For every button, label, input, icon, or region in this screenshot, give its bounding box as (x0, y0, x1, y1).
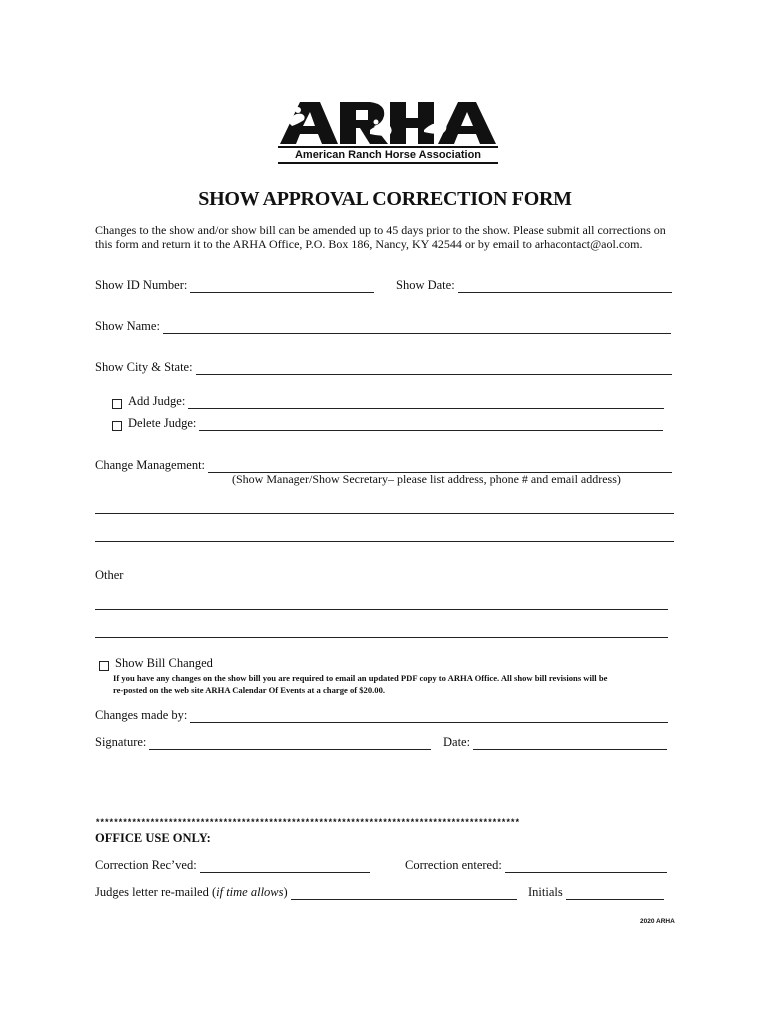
intro-paragraph: Changes to the show and/or show bill can be amended up to 45 days prior to the show. Please submit all corrections on this form and return it to the ARHA Office, P.O. Box 186, Nancy, KY 42544 or by email to arhacontact@aol.com. (95, 223, 666, 251)
show-date-label: Show Date: (396, 278, 455, 292)
add-judge-row (112, 394, 664, 409)
show-id-label: Show ID Number: (95, 278, 188, 292)
show-name-label: Show Name: (95, 319, 160, 333)
show-bill-changed-row (99, 656, 213, 671)
delete-judge-row (112, 416, 663, 431)
other-line-2[interactable] (95, 637, 668, 638)
show-name-row (95, 319, 671, 334)
judges-letter-suffix: ) (283, 885, 288, 899)
delete-judge-field[interactable] (199, 418, 663, 431)
show-bill-note-2: re-posted on the web site ARHA Calendar Of Events at a charge of $20.00. (113, 685, 386, 695)
date-label: Date: (443, 735, 471, 749)
delete-judge-label: Delete Judge: (128, 416, 197, 430)
show-name-field[interactable] (163, 321, 671, 334)
date-row (443, 735, 667, 750)
correction-entered-row (405, 858, 667, 873)
show-date-row (396, 278, 672, 293)
form-title: SHOW APPROVAL CORRECTION FORM (198, 188, 572, 210)
management-line-2[interactable] (95, 541, 674, 542)
show-id-field[interactable] (190, 280, 374, 293)
show-city-state-field[interactable] (196, 362, 672, 375)
correction-received-row (95, 858, 370, 873)
change-management-label: Change Management: (95, 458, 206, 472)
correction-received-field[interactable] (200, 860, 370, 873)
show-bill-changed-label: Show Bill Changed (115, 656, 213, 670)
other-label: Other (95, 568, 124, 582)
judges-letter-row (95, 885, 517, 900)
signature-row (95, 735, 431, 750)
arha-logo-graphic (278, 100, 500, 146)
initials-label: Initials (528, 885, 563, 899)
management-note: (Show Manager/Show Secretary– please list address, phone # and email address) (232, 472, 621, 486)
changes-made-by-row (95, 708, 668, 723)
delete-judge-checkbox[interactable] (112, 421, 122, 431)
show-bill-note-1: If you have any changes on the show bill you are required to email an updated PDF copy to ARHA Office. All show bill revisions will be (113, 673, 608, 683)
separator-stars: ********************************************************************************************* (95, 818, 520, 828)
add-judge-checkbox[interactable] (112, 399, 122, 409)
judges-letter-italic: if time allows (216, 885, 284, 899)
judges-letter-field[interactable] (291, 887, 517, 900)
other-line-1[interactable] (95, 609, 668, 610)
arha-logo (278, 100, 500, 164)
signature-field[interactable] (149, 737, 431, 750)
signature-label: Signature: (95, 735, 147, 749)
correction-entered-field[interactable] (505, 860, 667, 873)
show-city-state-row (95, 360, 672, 375)
initials-row (528, 885, 664, 900)
logo-subtitle: American Ranch Horse Association (278, 146, 498, 164)
show-id-row (95, 278, 374, 293)
judges-letter-prefix: Judges letter re-mailed ( (95, 885, 217, 899)
correction-entered-label: Correction entered: (405, 858, 502, 872)
initials-field[interactable] (566, 887, 664, 900)
add-judge-label: Add Judge: (128, 394, 186, 408)
office-use-heading: OFFICE USE ONLY: (95, 831, 211, 845)
correction-received-label: Correction Rec’ved: (95, 858, 197, 872)
date-field[interactable] (473, 737, 667, 750)
management-line-1[interactable] (95, 513, 674, 514)
changes-made-by-label: Changes made by: (95, 708, 188, 722)
add-judge-field[interactable] (188, 396, 664, 409)
change-management-row (95, 458, 672, 473)
show-bill-changed-checkbox[interactable] (99, 661, 109, 671)
show-city-state-label: Show City & State: (95, 360, 193, 374)
changes-made-by-field[interactable] (190, 710, 668, 723)
footer-year: 2020 ARHA (640, 918, 675, 925)
show-date-field[interactable] (458, 280, 672, 293)
